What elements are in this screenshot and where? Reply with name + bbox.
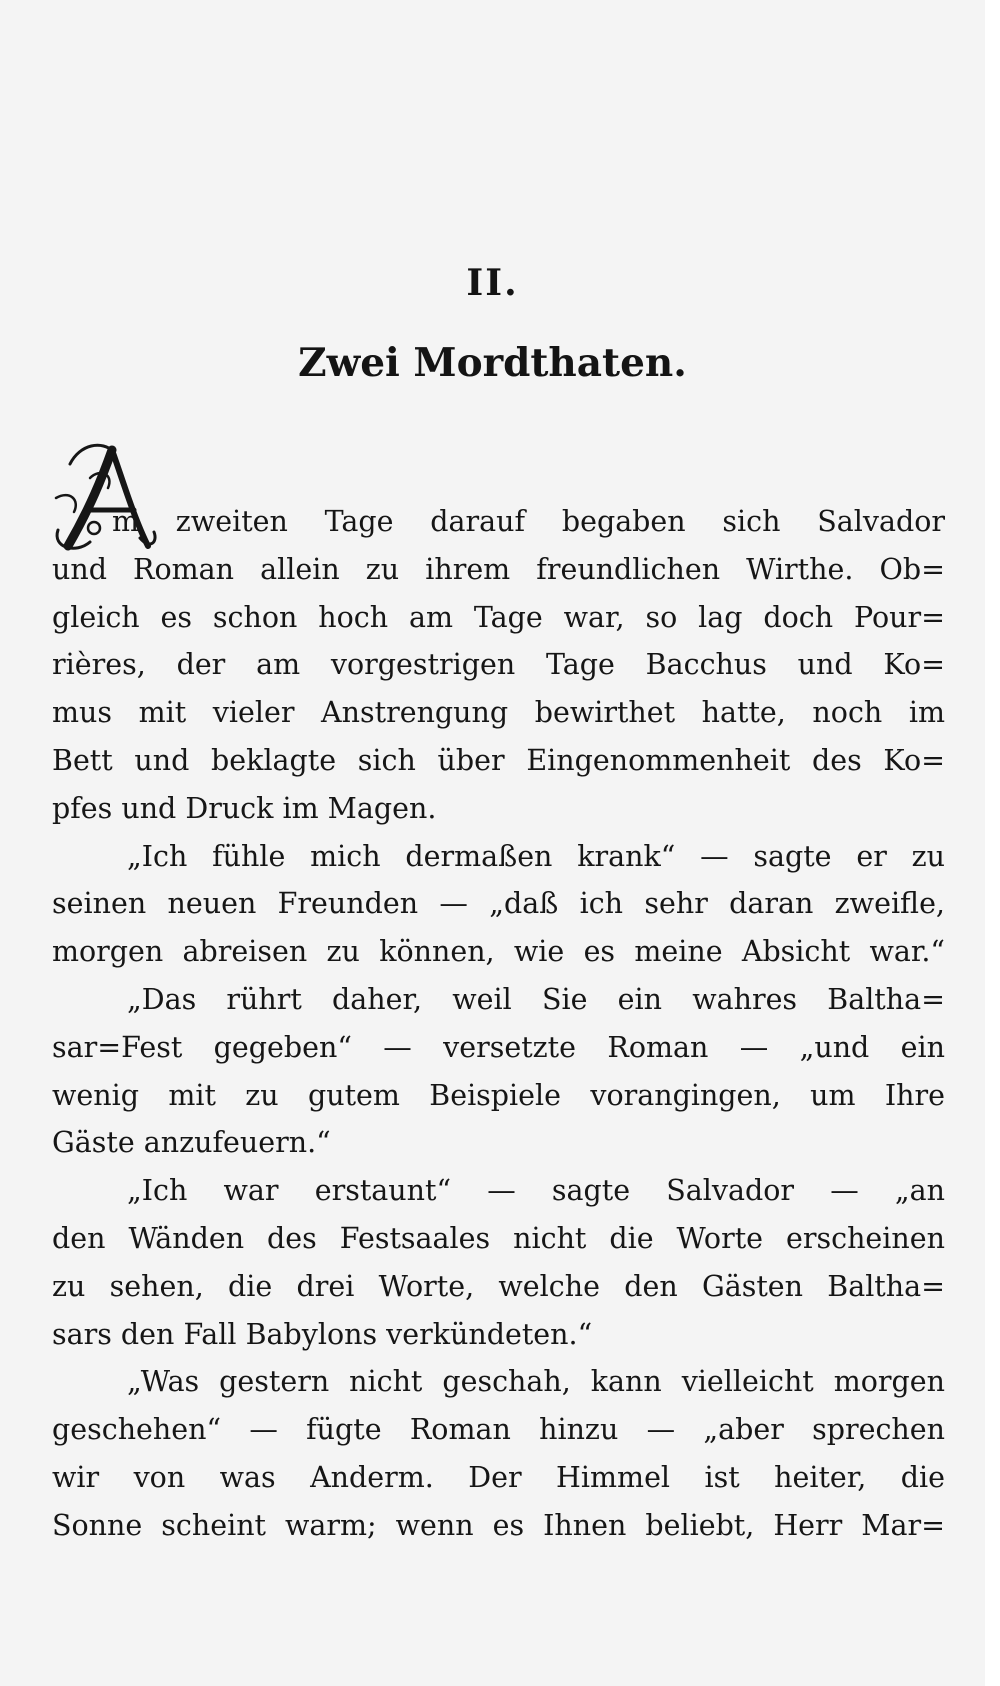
text-line: sar=Fest gegeben“ — versetzte Roman — „und ein (52, 1030, 945, 1064)
text-line: geschehen“ — fügte Roman hinzu — „aber sprechen (52, 1413, 945, 1447)
text-line: Sonne scheint warm; wenn es Ihnen beliebt, Herr Mar= (52, 1508, 945, 1542)
chapter-title: Zwei Mordthaten. (298, 340, 687, 386)
text-line: zu sehen, die drei Worte, welche den Gästen Baltha= (52, 1269, 945, 1303)
text-line: seinen neuen Freunden — „daß ich sehr daran zweifle, (52, 887, 945, 921)
bleed-through-header (40, 40, 940, 90)
paragraph-2 (52, 833, 945, 976)
text-line: wir von was Anderm. Der Himmel ist heiter, die (52, 1460, 945, 1494)
text-line: Gäste anzufeuern.“ (52, 1126, 331, 1160)
text-line: gleich es schon hoch am Tage war, so lag doch Pour= (52, 600, 945, 634)
text-line: den Wänden des Festsaales nicht die Worte erscheinen (52, 1221, 945, 1255)
text-line: und Roman allein zu ihrem freundlichen Wirthe. Ob= (52, 552, 945, 586)
text-line: sars den Fall Babylons verkündeten.“ (52, 1317, 593, 1351)
paragraph-3 (52, 976, 945, 1167)
body-text (52, 498, 945, 1550)
text-line: pfes und Druck im Magen. (52, 791, 437, 825)
text-line: „Ich fühle mich dermaßen krank“ — sagte er zu (127, 839, 945, 873)
text-line: „Ich war erstaunt“ — sagte Salvador — „an (127, 1174, 945, 1208)
paragraph-1 (52, 498, 945, 546)
paragraph-4 (52, 1167, 945, 1358)
paragraph-1-continued (52, 546, 945, 833)
text-line: „Was gestern nicht geschah, kann vielleicht morgen (127, 1365, 945, 1399)
text-line: mus mit vieler Anstrengung bewirthet hatte, noch im (52, 696, 945, 730)
text-line: wenig mit zu gutem Beispiele vorangingen, um Ihre (52, 1078, 945, 1112)
page-margin (985, 0, 1000, 1686)
paragraph-5 (52, 1358, 945, 1549)
text-line: rières, der am vorgestrigen Tage Bacchus und Ko= (52, 648, 945, 682)
text-line: m zweiten Tage darauf begaben sich Salvador (112, 505, 945, 538)
text-line: Bett und beklagte sich über Eingenommenheit des Ko= (52, 743, 945, 777)
text-line: morgen abreisen zu können, wie es meine Absicht war.“ (52, 935, 945, 969)
chapter-number: II. (466, 262, 519, 304)
text-line: „Das rührt daher, weil Sie ein wahres Baltha= (127, 982, 945, 1016)
